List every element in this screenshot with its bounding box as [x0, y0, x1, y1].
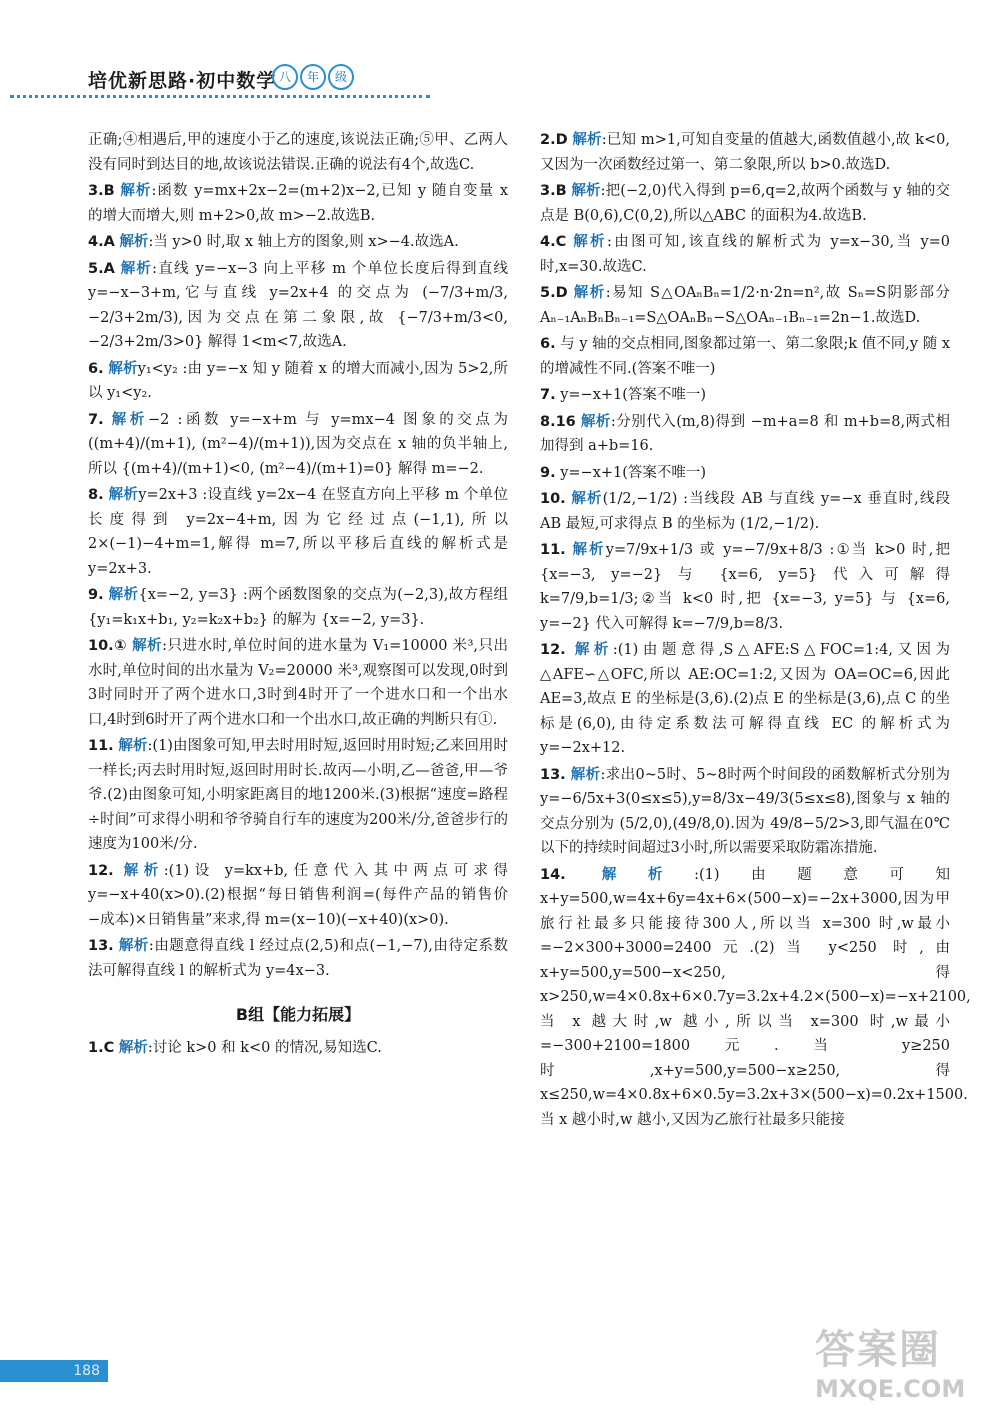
analysis-label: 解析 — [601, 866, 695, 883]
answer-number: 6. — [88, 360, 104, 377]
grade-badge: 级 — [328, 64, 354, 90]
answer-number: 4.C — [540, 234, 567, 250]
analysis-label: 解析 — [118, 738, 148, 754]
analysis-label: 解析 — [118, 938, 149, 954]
analysis-label: 解析 — [108, 487, 139, 503]
answer-text: :分别代入(m,8)得到 −m+a=8 和 m+b=8,两式相加得到 a+b=16. — [540, 413, 951, 454]
grade-badge: 八 — [272, 64, 298, 90]
answer-number: 2.D — [540, 132, 568, 148]
answer-item — [540, 410, 950, 459]
analysis-label: 解析 — [571, 491, 603, 507]
right-column — [540, 128, 971, 1134]
analysis-label: 解析 — [573, 234, 607, 250]
analysis-label: 解析 — [574, 642, 613, 658]
analysis-label: 解析 — [580, 413, 611, 430]
answer-item — [540, 487, 950, 536]
answer-text: :把(−2,0)代入得到 p=6,q=2,故两个函数与 y 轴的交点是 B(0,6),C(0,2),所以△ABC 的面积为4.故选B. — [540, 183, 951, 224]
answer-text: :已知 m>1,可知自变量的值越大,函数值越小,故 k<0,又因为一次函数经过第一、第二象限,所以 b>0.故选D. — [540, 132, 951, 173]
analysis-label: 解析 — [573, 285, 606, 301]
answer-number: 3.B — [88, 183, 115, 199]
answer-text: :当 y>0 时,取 x 轴上方的图象,则 x>−4.故选A. — [148, 234, 459, 250]
answer-text: :由图可知,该直线的解析式为 y=x−30,当 y=0 时,x=30.故选C. — [540, 234, 951, 275]
answer-item — [540, 179, 950, 228]
answer-number: 6. — [540, 336, 556, 352]
answer-item — [540, 230, 950, 279]
analysis-label: 解析 — [572, 542, 606, 558]
answer-text: :(1)由图象可知,甲去时用时短,返回时用时短;乙来回用时一样长;丙去时用时短,返回时用时长.故丙—小明,乙—爸爸,甲—爷爷.(2)由图象可知,小明家距离目的地1200米.(3)根据“速度=路程÷时间”可求得小明和爷爷骑自行车的速度为200米/分,爸爸步行的速度为100米/分. — [88, 738, 508, 852]
answer-text: y=−x+1(答案不唯一) — [560, 464, 707, 481]
answer-text: y=2x+3 :设直线 y=2x−4 在竖直方向上平移 m 个单位长度得到 y=2x−4+m,因为它经过点(−1,1),所以 2×(−1)−4+m=1,解得 m=7,所以平移后直线的解析式是 y=2x+3. — [88, 487, 509, 577]
answer-text: :讨论 k>0 和 k<0 的情况,易知选C. — [147, 1039, 382, 1056]
answer-number: 12. — [540, 642, 566, 658]
answer-number: 8. — [88, 487, 104, 503]
answer-text: :直线 y=−x−3 向上平移 m 个单位长度后得到直线 y=−x−3+m,它与直线 y=2x+4 的交点为 (−7/3+m/3, −2/3+2m/3),因为交点在第二象限,故 {−7/3+m/3<0, −2/3+2m/3>0} 解得 1<m<7,故选A. — [88, 260, 509, 350]
left-column — [88, 128, 508, 1062]
watermark-mark: 答案圈 — [815, 1327, 941, 1373]
watermark-logo — [815, 1318, 980, 1413]
answer-text: y₁<y₂ :由 y=−x 知 y 随着 x 的增大而减小,因为 5>2,所以 y₁<y₂. — [88, 360, 509, 401]
answer-number: 7. — [540, 387, 556, 403]
analysis-label: 解析 — [120, 260, 153, 277]
answer-number: 12. — [88, 862, 114, 879]
analysis-label: 解析 — [111, 411, 148, 428]
answer-item — [540, 383, 950, 408]
header-divider — [10, 95, 430, 98]
answer-number: 10. — [540, 491, 566, 507]
answer-number: 8.16 — [540, 413, 576, 430]
analysis-label: 解析 — [570, 766, 601, 783]
answer-text: {x=−2, y=3} :两个函数图象的交点为(−2,3),故方程组 {y₁=k₁x+b₁, y₂=k₂x+b₂} 的解为 {x=−2, y=3}. — [88, 587, 509, 628]
answer-item — [540, 863, 971, 1133]
analysis-label: 解析 — [108, 360, 138, 377]
book-title: 培优新思路·初中数学 — [88, 70, 277, 92]
analysis-label: 解析 — [119, 234, 149, 250]
grade-badge: 年 — [300, 64, 326, 90]
answer-item — [88, 179, 508, 228]
analysis-label: 解析 — [123, 862, 164, 879]
answer-item — [540, 763, 950, 861]
answer-item — [540, 332, 950, 381]
answer-item — [88, 483, 508, 581]
answer-text: :函数 y=mx+2x−2=(m+2)x−2,已知 y 随自变量 x 的增大而增大,则 m+2>0,故 m>−2.故选B. — [88, 183, 509, 224]
answer-number: 10.① — [88, 638, 127, 654]
analysis-label: 解析 — [118, 1039, 148, 1056]
section-heading: B组【能力拓展】 — [235, 1005, 361, 1024]
answer-item — [540, 538, 950, 636]
answer-text: 与 y 轴的交点相同,图象都过第一、第二象限;k 值不同,y 随 x 的增减性不同.(答案不唯一) — [540, 336, 951, 377]
answer-item — [540, 128, 950, 177]
answer-text: :求出0~5时、5~8时两个时间段的函数解析式分别为 y=−6/5x+3(0≤x≤5),y=8/3x−49/3(5≤x≤8),图象与 x 轴的交点分别为 (5/2,0),(49/8,0).因为 49/8−5/2>3,即气温在0℃以下的持续时间超过3小时,所以需要采取防霜冻措施. — [540, 766, 951, 856]
answer-text: y=−x+1(答案不唯一) — [560, 387, 707, 403]
answer-number: 9. — [540, 464, 556, 481]
answer-number: 5.A — [88, 260, 115, 277]
watermark-url: MXQE.COM — [815, 1375, 966, 1403]
answer-item — [88, 230, 508, 255]
answer-item — [540, 461, 950, 486]
answer-item — [88, 128, 508, 177]
answer-item — [88, 257, 508, 355]
answer-text: :(1)由题意可知 x+y=500,w=4x+6y=4x+6×(500−x)=−2x+3000,因为甲旅行社最多只能接待300人,所以当 x=300 时,w最小=−2×300+3000=2400元.(2)当 y<250 时,由 x+y=500,y=500−x<250,得 x>250,w=4×0.8x+6×0.7y=3.2x+4.2×(500−x)=−x+2100,当 x 越大时,w 越小,所以当 x=300 时,w最小=−300+2100=1800元.当 y≥250 时,x+y=500,y=500−x≥250,得 x≤250,w=4×0.8x+6×0.5y=3.2x+3×(500−x)=0.2x+1500.当 x 越小时,w 越小,又因为乙旅行社最多只能接 — [540, 866, 971, 1128]
answer-number: 3.B — [540, 183, 567, 199]
answer-text: :由题意得直线 l 经过点(2,5)和点(−1,−7),由待定系数法可解得直线 l 的解析式为 y=4x−3. — [88, 938, 509, 979]
answer-text: :易知 S△OAₙBₙ=1/2·n·2n=n²,故 Sₙ=S阴影部分 Aₙ₋₁AₙBₙBₙ₋₁=S△OAₙBₙ−S△OAₙ₋₁Bₙ₋₁=2n−1.故选D. — [540, 285, 951, 326]
analysis-label: 解析 — [571, 183, 601, 199]
analysis-label: 解析 — [132, 638, 163, 654]
answer-number: 4.A — [88, 234, 115, 250]
answer-number: 11. — [88, 738, 114, 754]
answer-number: 1.C — [88, 1039, 115, 1056]
answer-number: 13. — [540, 766, 566, 783]
answer-text: −2 :函数 y=−x+m 与 y=mx−4 图象的交点为 ((m+4)/(m+1), (m²−4)/(m+1)),因为交点在 x 轴的负半轴上,所以 {(m+4)/(m+1)<0, (m²−4)/(m+1)=0} 解得 m=−2. — [88, 411, 509, 477]
page-number: 188 — [0, 1360, 108, 1382]
analysis-label: 解析 — [572, 132, 602, 148]
grade-badges — [272, 64, 354, 90]
answer-item — [88, 408, 508, 482]
answer-text: y=7/9x+1/3 或 y=−7/9x+8/3 :①当 k>0 时,把 {x=−3, y=−2} 与 {x=6, y=5} 代入可解得 k=7/9,b=1/3;②当 k<0 时,把 {x=−3, y=5} 与 {x=6, y=−2} 代入可解得 k=−7/9,b=8/3. — [540, 542, 951, 632]
answer-text: :(1)由题意得,S△AFE:S△FOC=1:4,又因为△AFE∽△OFC,所以 AE:OC=1:2,又因为 OA=OC=6,因此 AE=3,故点 E 的坐标是(3,6).(2)点 E 的坐标是(3,6),点 C 的坐标是(6,0),由待定系数法可解得直线 EC 的解析式为 y=−2x+12. — [540, 642, 951, 756]
analysis-label: 解析 — [108, 587, 139, 603]
answer-number: 9. — [88, 587, 104, 603]
answer-item — [88, 734, 508, 857]
answer-item — [88, 357, 508, 406]
answer-number: 7. — [88, 411, 104, 428]
answer-item — [540, 638, 950, 761]
answer-text: :(1)设 y=kx+b,任意代入其中两点可求得 y=−x+40(x>0).(2)根据“每日销售利润=(每件产品的销售价−成本)×日销售量”来求,得 m=(x−10)(−x+40)(x>0). — [88, 862, 509, 928]
answer-item — [88, 934, 508, 983]
answer-text: :只进水时,单位时间的进水量为 V₁=10000 米³,只出水时,单位时间的出水量为 V₂=20000 米³,观察图可以发现,0时到3时同时开了两个进水口,3时到4时开了一个进水口和一个出水口,4时到6时开了两个进水口和一个出水口,故正确的判断只有①. — [88, 638, 509, 728]
answer-text: (1/2,−1/2) :当线段 AB 与直线 y=−x 垂直时,线段 AB 最短,可求得点 B 的坐标为 (1/2,−1/2). — [540, 491, 950, 532]
answer-text: 正确;④相遇后,甲的速度小于乙的速度,该说法正确;⑤甲、乙两人没有同时到达目的地,故该说法错误.正确的说法有4个,故选C. — [88, 132, 508, 173]
answer-item — [88, 1036, 508, 1061]
page-header — [0, 0, 1000, 110]
answer-number: 14. — [540, 866, 566, 883]
answer-number: 11. — [540, 542, 566, 558]
answer-number: 13. — [88, 938, 114, 954]
answer-item — [88, 583, 508, 632]
answer-item — [540, 281, 950, 330]
analysis-label: 解析 — [120, 183, 152, 199]
answer-item — [88, 859, 508, 933]
answer-number: 5.D — [540, 285, 568, 301]
answer-item — [88, 634, 508, 732]
